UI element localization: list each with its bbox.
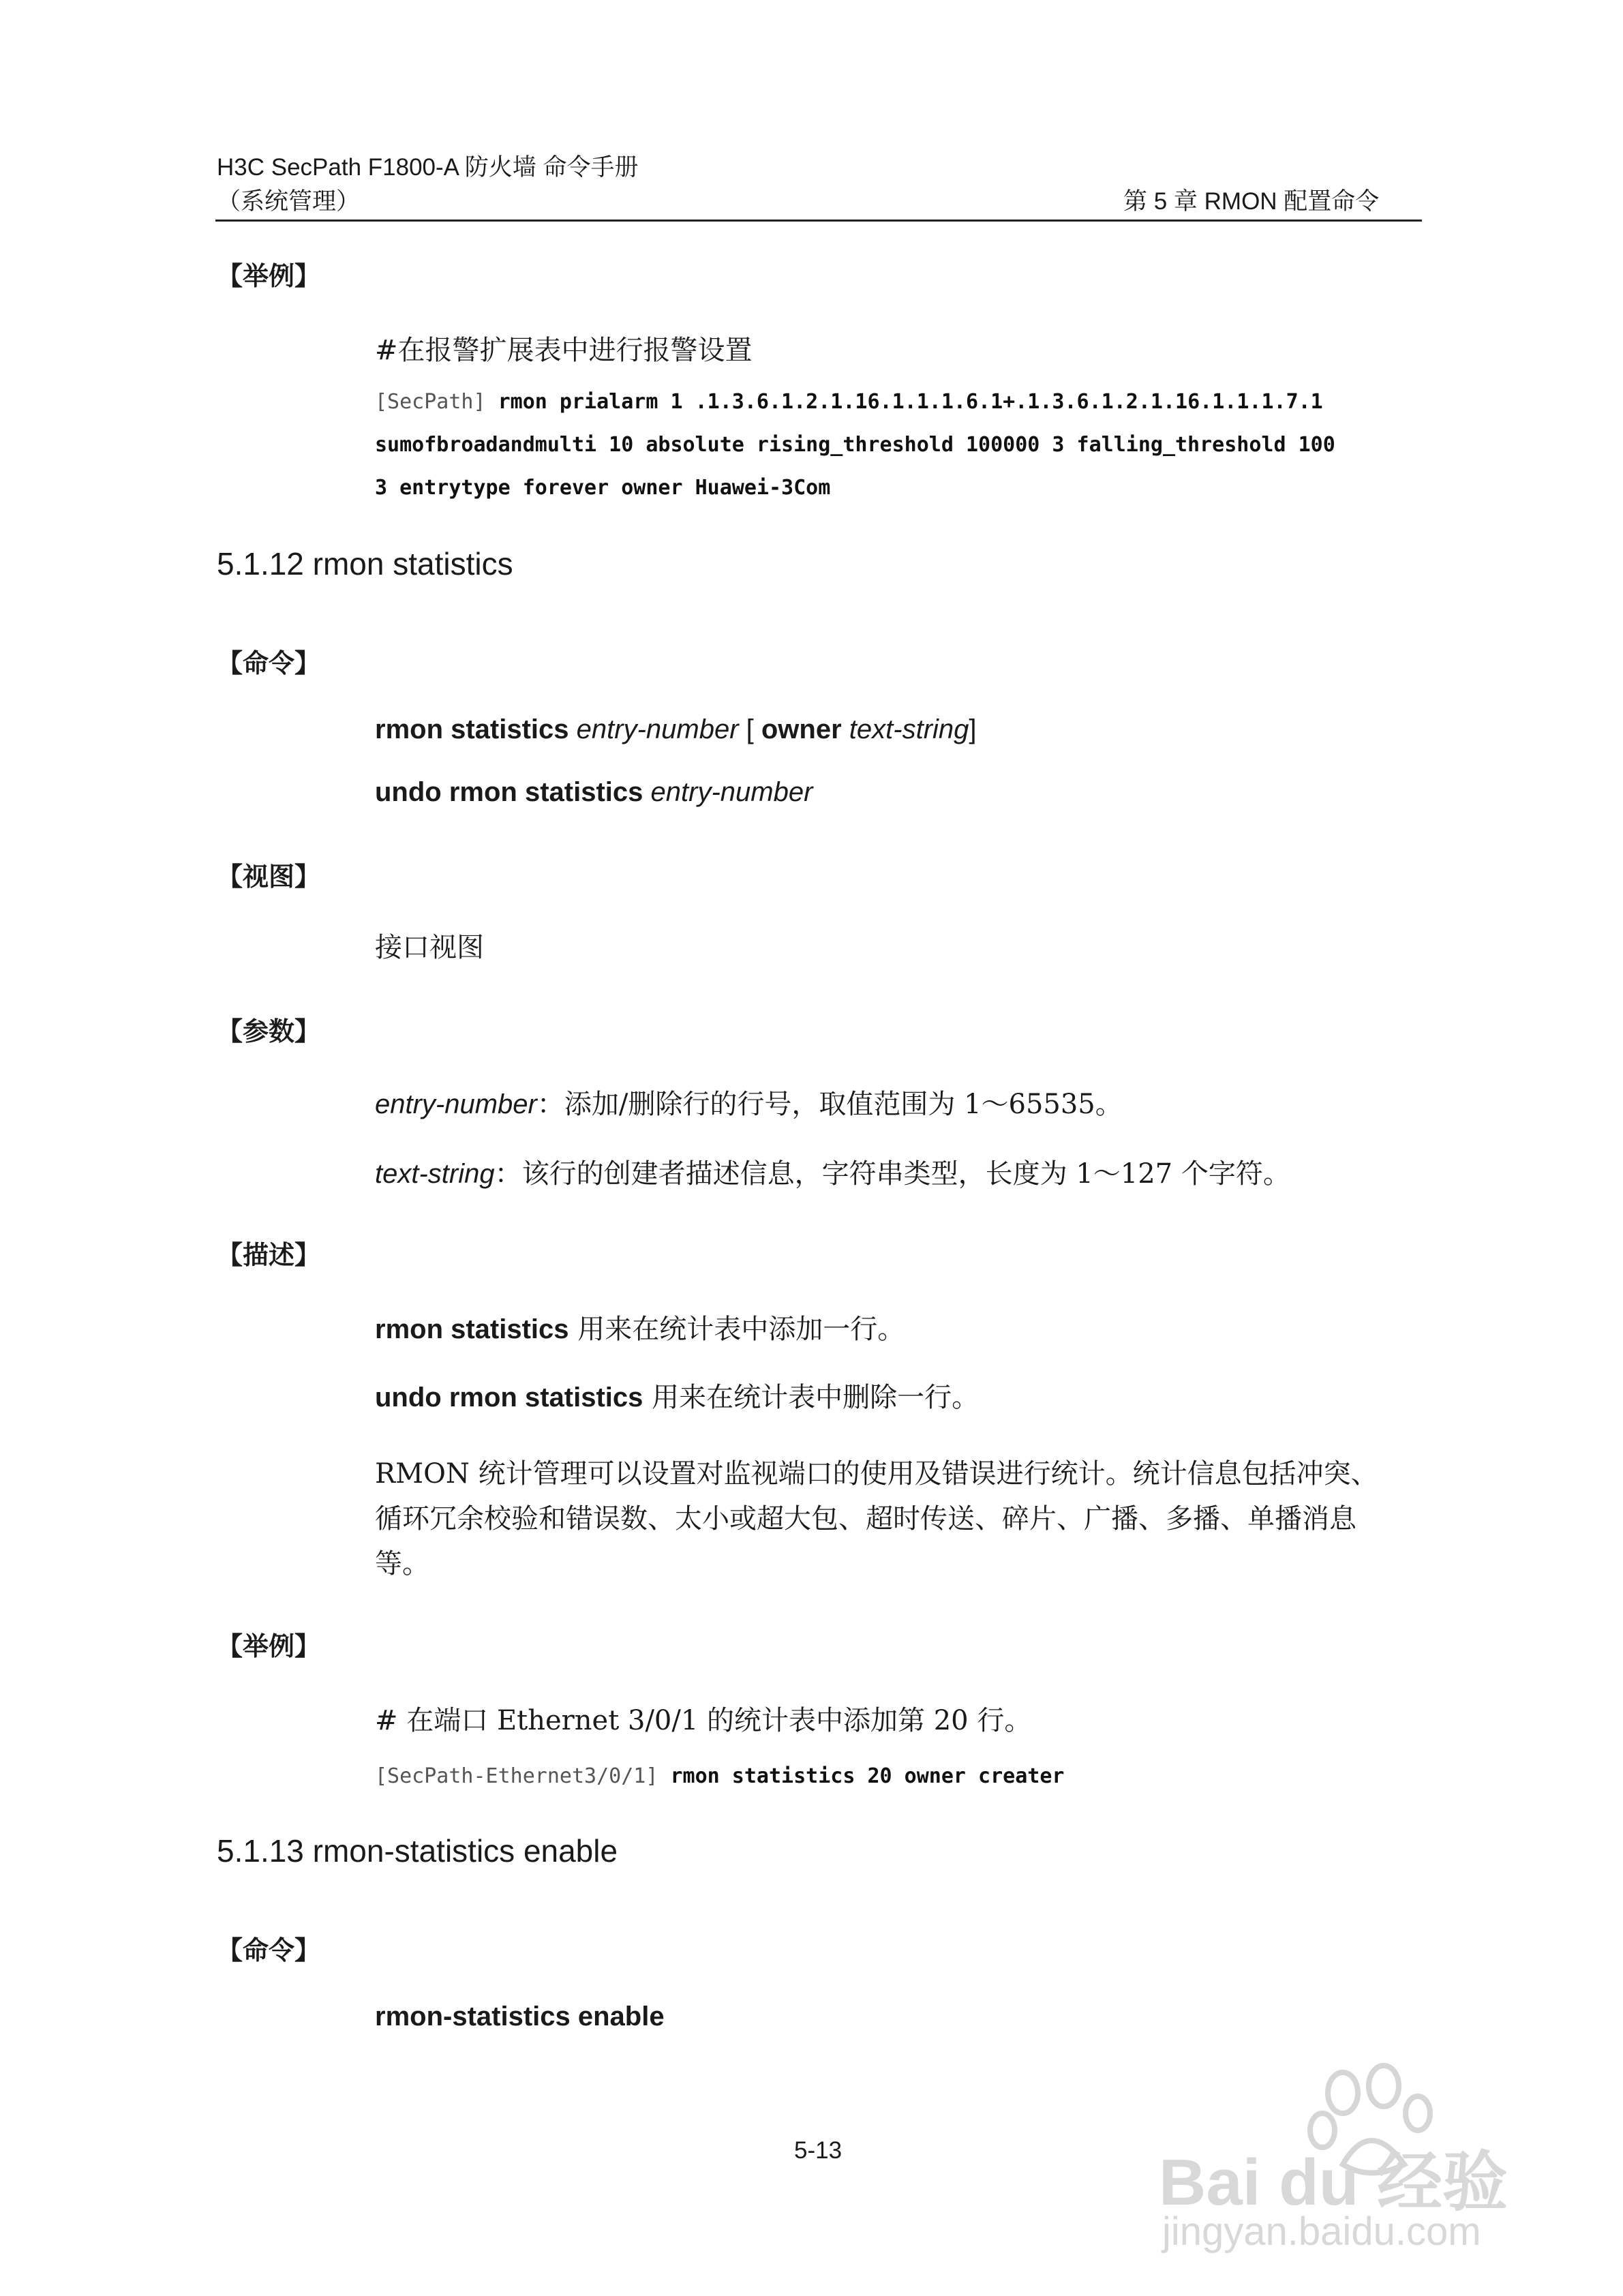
code-prompt: [SecPath]	[375, 390, 486, 414]
code-command: 3 entrytype forever owner Huawei-3Com	[375, 476, 831, 500]
bracket: [	[738, 714, 761, 744]
example-tag: 【举例】	[217, 1631, 321, 1661]
header-chapter: 第 5 章 RMON 配置命令	[1123, 188, 1380, 215]
description-text: 用来在统计表中添加一行。	[568, 1314, 905, 1345]
code-command: sumofbroadandmulti 10 absolute rising_threshold 100000 3 falling_threshold 100	[375, 433, 1335, 457]
code-line	[375, 390, 1323, 414]
description-paragraph-line: 循环冗余校验和错误数、太小或超大包、超时传送、碎片、广播、多播、单播消息	[375, 1503, 1356, 1535]
view-text: 接口视图	[375, 932, 484, 963]
code-command: rmon prialarm 1 .1.3.6.1.2.1.16.1.1.1.6.1+.1.3.6.1.2.1.16.1.1.1.7.1	[498, 390, 1323, 414]
example-tag: 【举例】	[217, 260, 321, 291]
parameter-description: ：添加/删除行的行号，取值范围为 1～65535。	[536, 1089, 1123, 1120]
code-prompt: [SecPath-Ethernet3/0/1]	[375, 1764, 658, 1788]
command-keyword: undo rmon statistics	[375, 1383, 643, 1413]
watermark-logo: Bai du 经验	[1159, 2146, 1508, 2219]
parameter-text-string	[375, 1152, 1290, 1191]
baidu-jingyan-watermark	[1159, 2062, 1541, 2253]
parameter-tag: 【参数】	[217, 1016, 321, 1046]
description-paragraph-line: RMON 统计管理可以设置对监视端口的使用及错误进行统计。统计信息包括冲突、	[375, 1458, 1378, 1490]
code-command: rmon statistics 20 owner creater	[658, 1764, 1065, 1788]
command-keyword: rmon statistics	[375, 714, 569, 744]
header-title: H3C SecPath F1800-A 防火墙 命令手册	[217, 154, 639, 181]
watermark-url: jingyan.baidu.com	[1162, 2209, 1481, 2254]
command-keyword: undo rmon statistics	[375, 777, 643, 807]
command-argument: entry-number	[576, 714, 739, 744]
section-heading: 5.1.13 rmon-statistics enable	[217, 1833, 618, 1869]
parameter-description: ：该行的创建者描述信息，字符串类型，长度为 1～127 个字符。	[494, 1158, 1290, 1190]
bracket: ]	[969, 714, 977, 744]
header-subtitle: （系统管理）	[217, 188, 361, 215]
command-keyword: rmon-statistics enable	[375, 2002, 665, 2031]
view-tag: 【视图】	[217, 861, 321, 892]
parameter-name: entry-number	[375, 1089, 537, 1119]
parameter-name: text-string	[375, 1159, 495, 1189]
command-tag: 【命令】	[217, 1935, 321, 1965]
description-paragraph-line: 等。	[375, 1548, 429, 1580]
command-keyword: rmon statistics	[375, 1314, 569, 1344]
command-syntax	[375, 2002, 665, 2032]
code-line	[375, 1764, 1064, 1788]
example-description: # 在端口 Ethernet 3/0/1 的统计表中添加第 20 行。	[375, 1705, 1032, 1736]
section-heading: 5.1.12 rmon statistics	[217, 546, 513, 581]
description-line	[375, 1376, 979, 1415]
description-line	[375, 1308, 905, 1346]
command-argument: entry-number	[650, 777, 813, 807]
page-number: 5-13	[794, 2137, 843, 2164]
description-text: 用来在统计表中删除一行。	[643, 1382, 980, 1413]
description-tag: 【描述】	[217, 1239, 321, 1270]
parameter-entry-number	[375, 1083, 1123, 1121]
code-line	[375, 433, 1335, 457]
example-description: #在报警扩展表中进行报警设置	[375, 335, 753, 366]
code-line	[375, 476, 830, 500]
command-tag: 【命令】	[217, 648, 321, 678]
command-syntax	[375, 714, 977, 745]
command-keyword: owner	[761, 714, 842, 744]
header-rule	[215, 220, 1422, 222]
command-argument: text-string	[849, 714, 969, 744]
undo-command-syntax	[375, 777, 813, 808]
